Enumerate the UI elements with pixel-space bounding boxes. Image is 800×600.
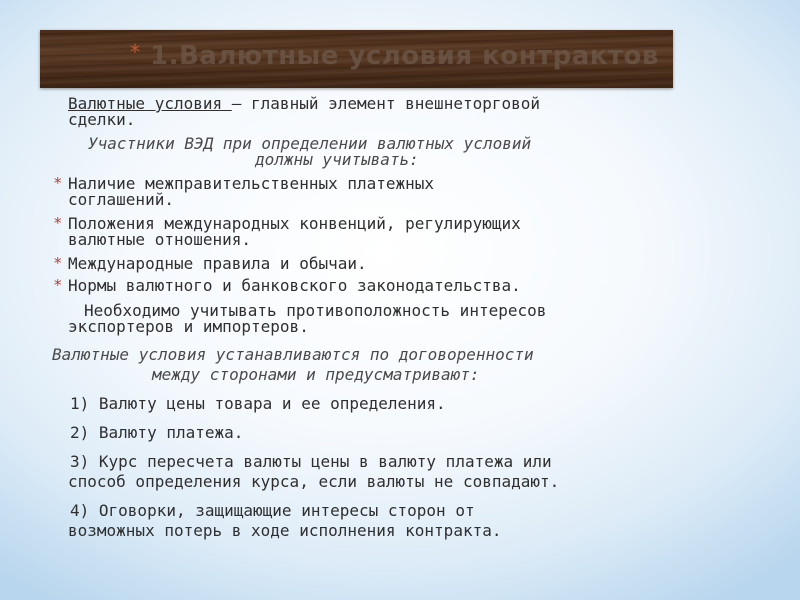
bullet-icon: * — [54, 214, 62, 232]
bullet-icon: * — [54, 254, 62, 272]
list-item: Международные правила и обычаи. — [68, 254, 367, 273]
bullet-icon: * — [54, 276, 62, 294]
numbered-item-cont: возможных потерь в ходе исполнения контракта. — [68, 521, 502, 540]
participants-heading-line-1: Участники ВЭД при определении валютных условий — [88, 134, 532, 153]
list-item: Положения международных конвенций, регулирующих — [68, 214, 521, 233]
intro-line-2: сделки. — [68, 110, 136, 129]
intro-line-1 — [68, 96, 540, 112]
participants-heading-line-2: должны учитывать: — [255, 150, 419, 169]
list-item-cont: валютные отношения. — [68, 230, 252, 249]
numbered-item: 2) Валюту платежа. — [70, 423, 244, 442]
slide-title: 1.Валютные условия контрактов — [150, 41, 659, 71]
numbered-item-cont: способ определения курса, если валюты не совпадают. — [68, 472, 560, 491]
intro-definition: – главный элемент внешнеторговой — [231, 94, 541, 113]
title-banner — [40, 30, 673, 88]
numbered-item: 3) Курс пересчета валюты цены в валюту платежа или — [70, 452, 552, 471]
agreement-line-1: Валютные условия устанавливаются по договоренности — [52, 345, 534, 364]
list-item: Нормы валютного и банковского законодательства. — [68, 276, 521, 295]
note-line-1: Необходимо учитывать противоположность интересов — [84, 301, 547, 320]
agreement-line-2: между сторонами и предусматривают: — [152, 365, 480, 384]
numbered-item: 4) Оговорки, защищающие интересы сторон от — [70, 501, 475, 520]
numbered-item: 1) Валюту цены товара и ее определения. — [70, 394, 446, 413]
note-line-2: экспортеров и импортеров. — [68, 317, 309, 336]
bullet-icon: * — [54, 174, 62, 192]
list-item-cont: соглашений. — [68, 190, 174, 209]
list-item: Наличие межправительственных платежных — [68, 174, 435, 193]
title-bullet-icon: * — [130, 40, 140, 64]
intro-term: Валютные условия — [68, 94, 232, 113]
